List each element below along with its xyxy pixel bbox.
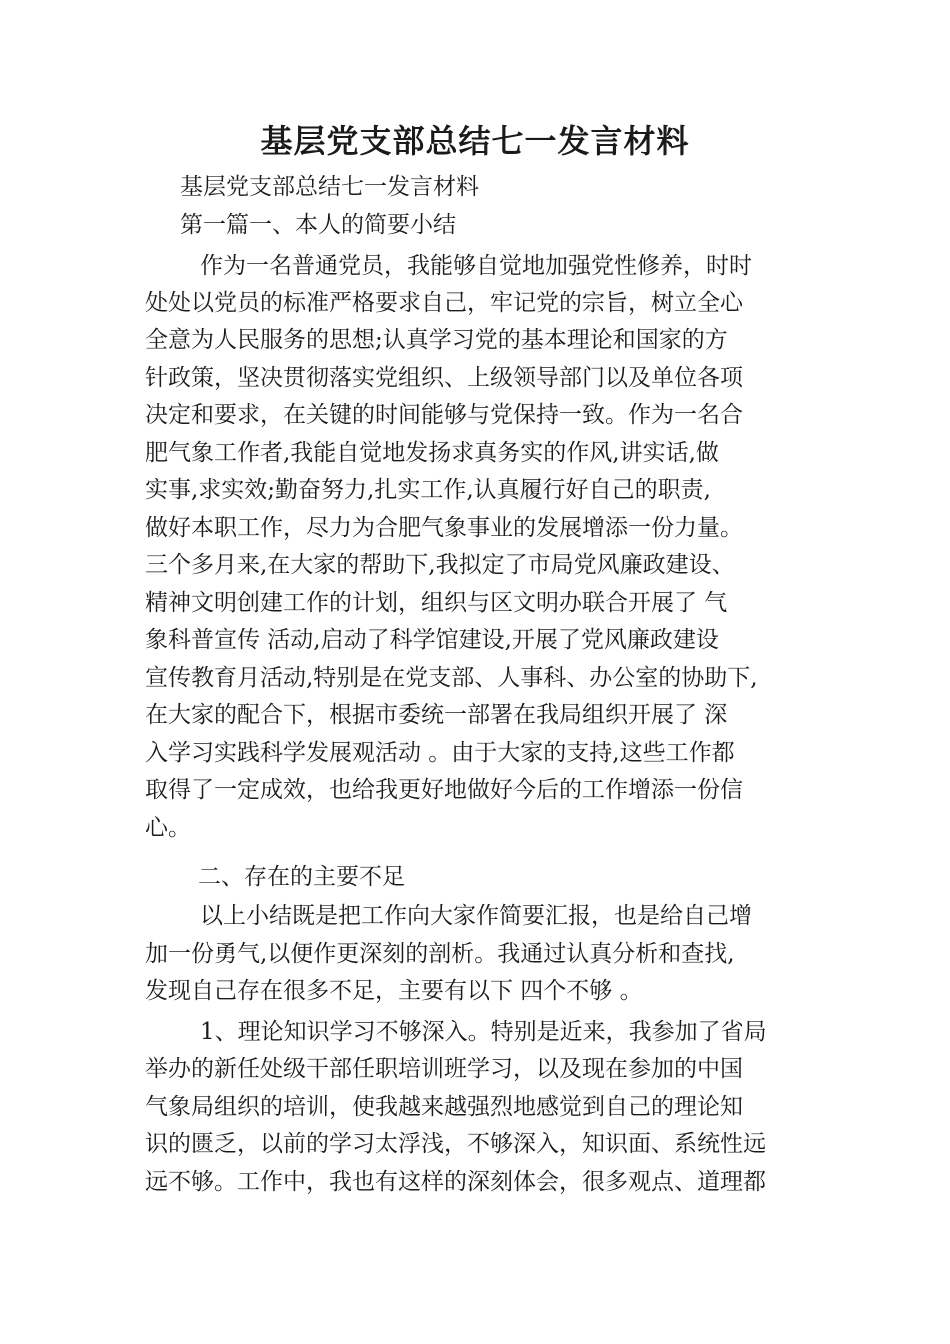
paragraph-line: 以上小结既是把工作向大家作简要汇报，也是给自己增 bbox=[200, 903, 752, 929]
paragraph-line: 决定和要求，在关键的时间能够与党保持一致。作为一名合 bbox=[145, 402, 743, 428]
paragraph-line: 作为一名普通党员，我能够自觉地加强党性修养，时时 bbox=[200, 253, 752, 279]
paragraph-line: 入学习实践科学发展观活动 。由于大家的支持,这些工作都 bbox=[145, 740, 735, 766]
paragraph-line: 全意为人民服务的思想;认真学习党的基本理论和国家的方 bbox=[145, 327, 728, 353]
paragraph-line: 肥气象工作者,我能自觉地发扬求真务实的作风,讲实话,做 bbox=[145, 440, 719, 466]
paragraph-line: 识的匮乏，以前的学习太浮浅，不够深入，知识面、系统性远 bbox=[145, 1131, 766, 1157]
paragraph-line: 三个多月来,在大家的帮助下,我拟定了市局党风廉政建设、 bbox=[145, 552, 735, 578]
paragraph-line: 做好本职工作，尽力为合肥气象事业的发展增添一份力量。 bbox=[145, 515, 743, 541]
paragraph-line: 针政策，坚决贯彻落实党组织、上级领导部门以及单位各项 bbox=[145, 365, 743, 391]
section-heading-1: 第一篇一、本人的简要小结 bbox=[180, 212, 456, 238]
paragraph-line: 精神文明创建工作的计划，组织与区文明办联合开展了 气 bbox=[145, 590, 728, 616]
paragraph-line: 象科普宣传 活动,启动了科学馆建设,开展了党风廉政建设 bbox=[145, 627, 719, 653]
document-title: 基层党支部总结七一发言材料 bbox=[260, 122, 690, 160]
paragraph-line: 宣传教育月活动,特别是在党支部、人事科、办公室的协助下, bbox=[145, 665, 758, 691]
paragraph-line: 远不够。工作中，我也有这样的深刻体会，很多观点、道理都 bbox=[145, 1169, 766, 1195]
section-heading-2: 二、存在的主要不足 bbox=[198, 864, 405, 890]
paragraph-line: 举办的新任处级干部任职培训班学习，以及现在参加的中国 bbox=[145, 1056, 743, 1082]
document-subtitle: 基层党支部总结七一发言材料 bbox=[180, 174, 479, 200]
paragraph-line: 取得了一定成效，也给我更好地做好今后的工作增添一份信 bbox=[145, 777, 743, 803]
paragraph-line: 心。 bbox=[145, 815, 191, 841]
paragraph-line: 在大家的配合下，根据市委统一部署在我局组织开展了 深 bbox=[145, 702, 728, 728]
paragraph-line: 1、理论知识学习不够深入。特别是近来，我参加了省局 bbox=[200, 1019, 767, 1045]
paragraph-line: 气象局组织的培训，使我越来越强烈地感觉到自己的理论知 bbox=[145, 1094, 743, 1120]
paragraph-line: 实事,求实效;勤奋努力,扎实工作,认真履行好自己的职责, bbox=[145, 477, 711, 503]
paragraph-line: 加一份勇气,以便作更深刻的剖析。我通过认真分析和查找, bbox=[145, 941, 735, 967]
paragraph-line: 发现自己存在很多不足，主要有以下 四个不够 。 bbox=[145, 978, 643, 1004]
paragraph-line: 处处以党员的标准严格要求自己，牢记党的宗旨，树立全心 bbox=[145, 290, 743, 316]
